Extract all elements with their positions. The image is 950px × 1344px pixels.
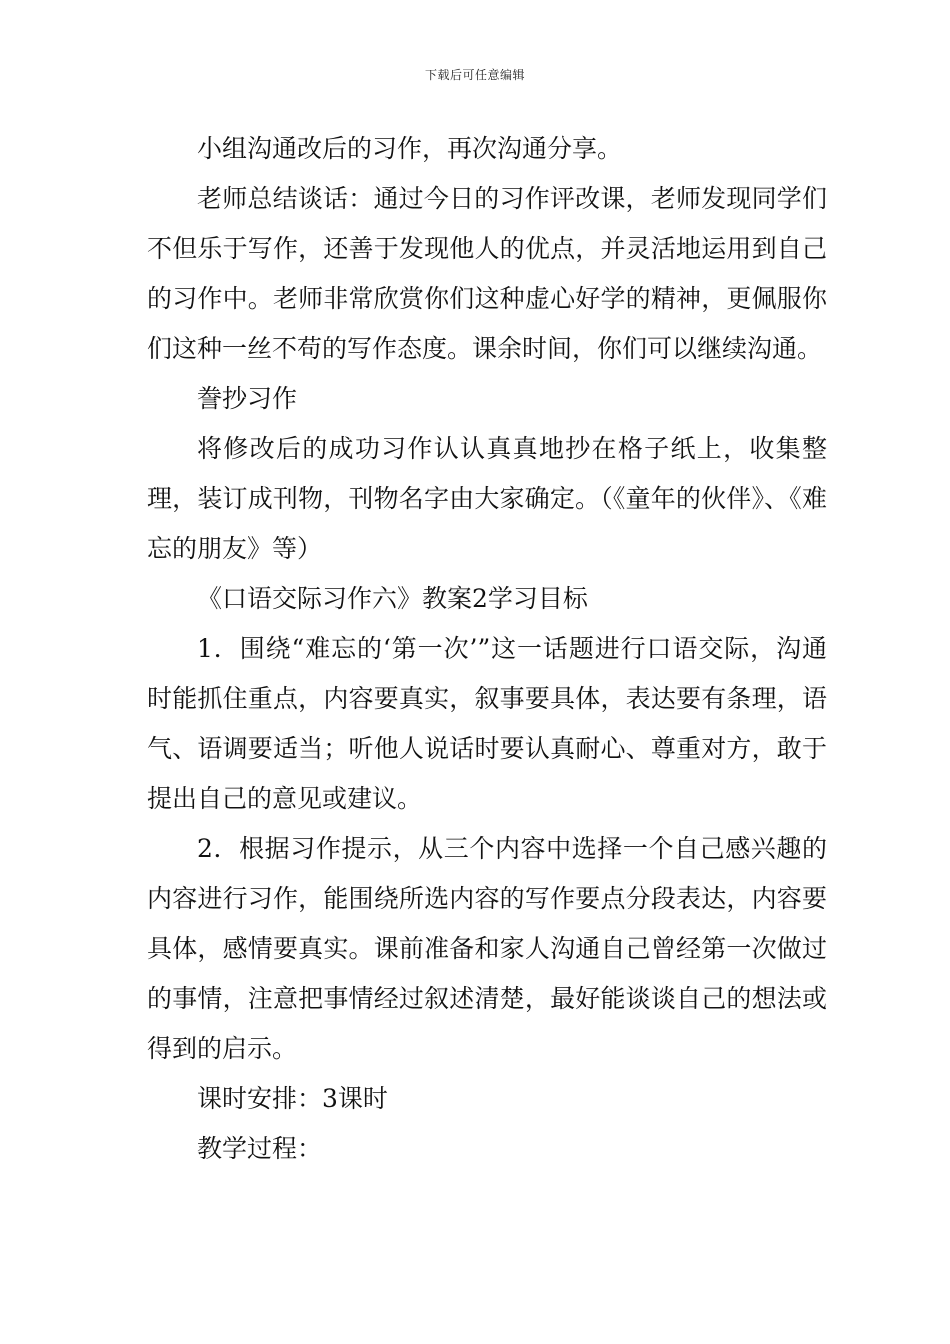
paragraph: 将修改后的成功习作认认真真地抄在格子纸上，收集整理，装订成刊物，刊物名字由大家确定。（《童年的伙伴》、《难忘的朋友》等） [147, 434, 827, 563]
paragraph: 2．根据习作提示，从三个内容中选择一个自己感兴趣的内容进行习作，能围绕所选内容的写作要点分段表达，内容要具体，感情要真实。课前准备和家人沟通自己曾经第一次做过的事情，注意把事情经过叙述清楚，最好能谈谈自己的想法或得到的启示。 [147, 834, 827, 1063]
page-header: 下载后可任意编辑 [424, 68, 525, 82]
paragraph: 课时安排：3课时 [197, 1084, 388, 1113]
section-heading: 《口语交际习作六》教案2学习目标 [197, 584, 588, 613]
paragraph: 1．围绕“难忘的‘第一次’”这一话题进行口语交际，沟通时能抓住重点，内容要真实，叙事要具体，表达要有条理，语气、语调要适当；听他人说话时要认真耐心、尊重对方，敢于提出自己的意见或建议。 [147, 634, 827, 813]
section-heading: 誊抄习作 [197, 384, 298, 413]
paragraph: 小组沟通改后的习作，再次沟通分享。 [197, 134, 623, 163]
document-body [147, 124, 827, 1174]
paragraph: 老师总结谈话：通过今日的习作评改课，老师发现同学们不但乐于写作，还善于发现他人的优点，并灵活地运用到自己的习作中。老师非常欣赏你们这种虚心好学的精神，更佩服你们这种一丝不苟的写作态度。课余时间，你们可以继续沟通。 [147, 184, 827, 363]
paragraph: 教学过程： [197, 1134, 323, 1163]
